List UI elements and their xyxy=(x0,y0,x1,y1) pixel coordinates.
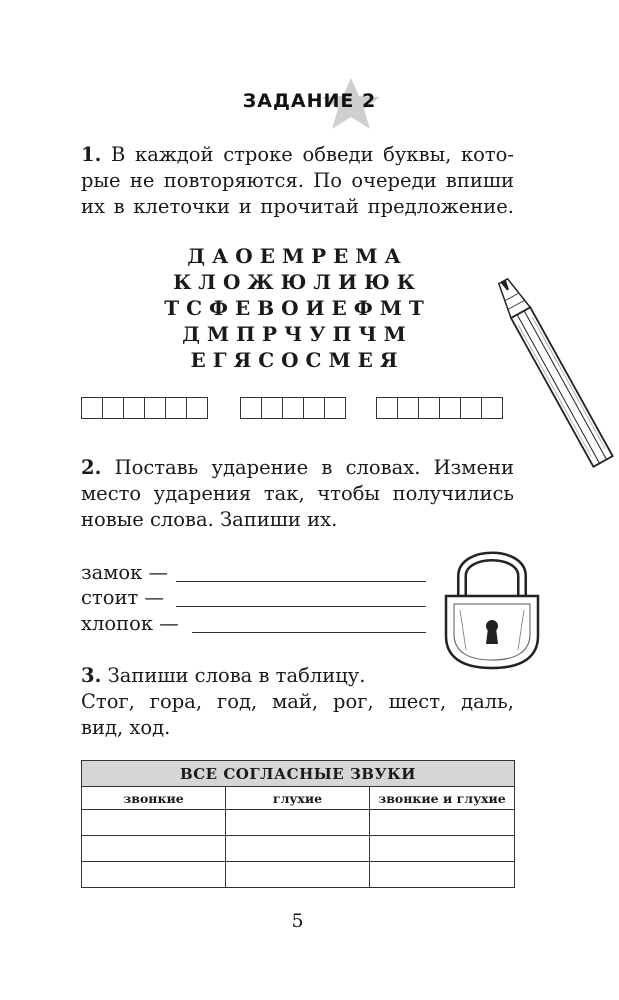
answer-box[interactable] xyxy=(303,397,325,419)
answer-box[interactable] xyxy=(81,397,103,419)
task2-line-2: место ударения так, чтобы получились xyxy=(81,482,514,505)
task1-line-1-text: В каждой строке обведи буквы, кото- xyxy=(111,143,514,166)
letter-row-1: ДАОЕМРЕМА xyxy=(187,244,408,268)
word-label: стоит — xyxy=(81,586,164,609)
table-cell[interactable] xyxy=(226,836,370,862)
answer-box[interactable] xyxy=(261,397,283,419)
task1-line-3: их в клеточки и прочитай предложение. xyxy=(81,195,514,218)
word-row-zamok xyxy=(81,560,168,586)
padlock-icon xyxy=(440,540,544,672)
table-row xyxy=(82,836,515,862)
task2-line-3: новые слова. Запиши их. xyxy=(81,508,338,531)
task2-number: 2. xyxy=(81,456,102,479)
answer-line-2[interactable] xyxy=(176,605,426,607)
table-cell[interactable] xyxy=(370,862,515,888)
column-voiceless: глухие xyxy=(226,787,370,810)
answer-boxes-group-1[interactable] xyxy=(81,397,208,419)
table-cell[interactable] xyxy=(82,810,226,836)
task1-line-1 xyxy=(81,142,514,168)
answer-box[interactable] xyxy=(165,397,187,419)
word-row-stoit xyxy=(81,585,164,611)
answer-box[interactable] xyxy=(397,397,419,419)
column-voiced: звонкие xyxy=(82,787,226,810)
answer-box[interactable] xyxy=(439,397,461,419)
table-cell[interactable] xyxy=(226,810,370,836)
task3-line-2: Стог, гора, год, май, рог, шест, даль, xyxy=(81,690,514,713)
answer-box[interactable] xyxy=(376,397,398,419)
table-row xyxy=(82,862,515,888)
page-number: 5 xyxy=(291,910,304,932)
answer-box[interactable] xyxy=(460,397,482,419)
page-title: ЗАДАНИЕ 2 xyxy=(242,90,377,112)
task1-text xyxy=(81,142,514,220)
answer-line-3[interactable] xyxy=(192,631,426,633)
word-row-khlopok xyxy=(81,611,179,637)
table-cell[interactable] xyxy=(82,836,226,862)
letter-row-2: КЛОЖЮЛИЮК xyxy=(173,270,422,294)
answer-line-1[interactable] xyxy=(176,580,426,582)
column-both: звонкие и глухие xyxy=(370,787,515,810)
task3-line-1-text: Запиши слова в таблицу. xyxy=(107,664,366,687)
task1-number: 1. xyxy=(81,143,102,166)
letter-row-4: ДМПРЧУПЧМ xyxy=(182,322,413,346)
task3-text xyxy=(81,663,514,741)
answer-boxes-group-3[interactable] xyxy=(376,397,503,419)
task2-line-1 xyxy=(81,455,514,481)
word-label: хлопок — xyxy=(81,612,179,635)
task1-line-2: рые не повторяются. По очереди впиши xyxy=(81,169,514,192)
answer-box[interactable] xyxy=(324,397,346,419)
task3-line-1 xyxy=(81,663,514,689)
task2-text xyxy=(81,455,514,533)
answer-box[interactable] xyxy=(240,397,262,419)
table-cell[interactable] xyxy=(82,862,226,888)
answer-box[interactable] xyxy=(102,397,124,419)
pencil-icon xyxy=(495,262,619,474)
sound-table xyxy=(81,760,515,888)
task2-line-1-text: Поставь ударение в словах. Измени xyxy=(114,456,514,479)
task3-number: 3. xyxy=(81,664,102,687)
table-cell[interactable] xyxy=(370,810,515,836)
letter-row-3: ТСФЕВОИЕФМТ xyxy=(164,296,431,320)
table-cell[interactable] xyxy=(370,836,515,862)
word-label: замок — xyxy=(81,561,169,584)
table-header: ВСЕ СОГЛАСНЫЕ ЗВУКИ xyxy=(82,761,515,787)
answer-box[interactable] xyxy=(418,397,440,419)
answer-box[interactable] xyxy=(282,397,304,419)
answer-boxes-group-2[interactable] xyxy=(240,397,346,419)
table-row xyxy=(82,810,515,836)
answer-box[interactable] xyxy=(144,397,166,419)
answer-box[interactable] xyxy=(186,397,208,419)
answer-box[interactable] xyxy=(123,397,145,419)
task3-line-3: вид, ход. xyxy=(81,716,171,739)
table-cell[interactable] xyxy=(226,862,370,888)
letter-row-5: ЕГЯСОСМЕЯ xyxy=(190,348,405,372)
